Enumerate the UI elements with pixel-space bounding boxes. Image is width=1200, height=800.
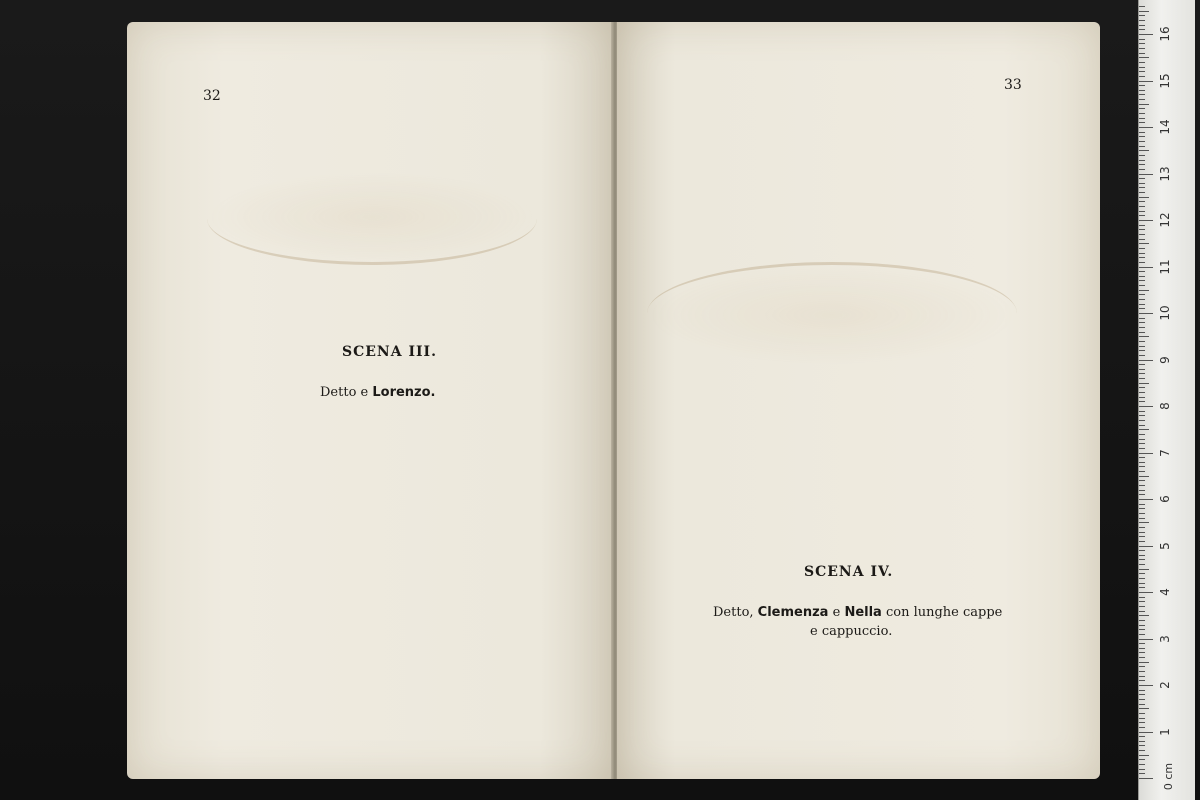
ruler-tick (1139, 150, 1149, 151)
ruler-tick (1139, 118, 1145, 119)
ruler-tick (1139, 559, 1145, 560)
ruler-tick (1139, 132, 1145, 133)
ruler-tick (1139, 178, 1145, 179)
ruler-tick (1139, 327, 1145, 328)
ruler-tick (1139, 643, 1145, 644)
ruler-tick (1139, 671, 1145, 672)
page-number: 32 (203, 88, 221, 104)
ruler-tick (1139, 229, 1145, 230)
ruler-tick (1139, 304, 1145, 305)
scene-title: SCENA III. (342, 344, 437, 360)
ruler-tick (1139, 369, 1145, 370)
ruler-tick (1139, 6, 1145, 7)
ruler-tick (1139, 183, 1145, 184)
ruler-tick (1139, 25, 1145, 26)
scene-cast-and: e (832, 605, 841, 620)
ruler-tick (1139, 267, 1153, 268)
ruler-tick (1139, 220, 1153, 221)
ruler-tick (1139, 648, 1145, 649)
ruler-tick (1139, 174, 1153, 175)
ruler-tick (1139, 522, 1149, 523)
scene-cast-name: Lorenzo. (372, 385, 436, 400)
ruler-tick (1139, 429, 1149, 430)
ruler-tick (1139, 759, 1145, 760)
ruler-tick (1139, 136, 1145, 137)
ruler-tick (1139, 480, 1145, 481)
ruler-tick (1139, 411, 1145, 412)
ruler-tick (1139, 415, 1145, 416)
ruler-tick (1139, 620, 1145, 621)
ruler-unit-label: 0 cm (1162, 762, 1176, 791)
ruler-tick (1139, 778, 1153, 779)
ruler-tick (1139, 550, 1145, 551)
ruler-tick (1139, 578, 1145, 579)
ruler-tick (1139, 113, 1145, 114)
ruler-tick (1139, 597, 1145, 598)
ruler-tick (1139, 364, 1145, 365)
ruler-tick (1139, 67, 1145, 68)
ruler-tick (1139, 90, 1145, 91)
ruler-number: 15 (1158, 72, 1172, 89)
ruler-tick (1139, 704, 1145, 705)
ruler-number: 11 (1158, 258, 1172, 275)
ruler-number: 3 (1158, 634, 1172, 643)
ruler-tick (1139, 383, 1149, 384)
ruler-tick (1139, 629, 1145, 630)
ruler-tick (1139, 187, 1145, 188)
ruler-tick (1139, 160, 1145, 161)
ruler-tick (1139, 104, 1149, 105)
ruler-number: 2 (1158, 681, 1172, 689)
ruler-number: 16 (1158, 26, 1172, 42)
ruler-tick (1139, 727, 1145, 728)
ruler-tick (1139, 201, 1145, 202)
ruler-tick (1139, 373, 1145, 374)
ruler-number: 9 (1158, 355, 1172, 364)
ruler-number: 14 (1158, 119, 1172, 135)
ruler-tick (1139, 341, 1145, 342)
ruler-tick (1139, 722, 1145, 723)
ruler-number: 6 (1158, 495, 1172, 503)
ruler-number: 13 (1158, 165, 1172, 182)
ruler-number: 4 (1158, 588, 1172, 596)
ruler-tick (1139, 39, 1145, 40)
ruler-tick (1139, 322, 1145, 323)
ruler-tick (1139, 29, 1145, 30)
ruler-tick (1139, 146, 1145, 147)
ruler-number: 7 (1158, 448, 1172, 457)
ruler-tick (1139, 439, 1145, 440)
ruler-tick (1139, 773, 1145, 774)
ruler-tick (1139, 708, 1149, 709)
ruler-tick (1139, 466, 1145, 467)
ruler-tick (1139, 425, 1145, 426)
ruler-tick (1139, 76, 1145, 77)
ruler-tick (1139, 164, 1145, 165)
scene-cast-suffix: con lunghe cappe (885, 605, 1003, 620)
ruler-tick (1139, 541, 1145, 542)
ruler-tick (1139, 308, 1145, 309)
ruler-tick (1139, 652, 1145, 653)
scene-title: SCENA IV. (804, 564, 894, 580)
water-stain (207, 172, 537, 265)
ruler-tick (1139, 685, 1153, 686)
ruler-tick (1139, 434, 1145, 435)
scene-cast-name1: Clemenza (757, 605, 829, 620)
ruler-tick (1139, 666, 1145, 667)
ruler-tick (1139, 750, 1145, 751)
ruler-tick (1139, 108, 1145, 109)
ruler-tick (1139, 336, 1149, 337)
ruler-tick (1139, 211, 1145, 212)
ruler-tick (1139, 43, 1145, 44)
ruler-tick (1139, 587, 1145, 588)
ruler-tick (1139, 234, 1145, 235)
ruler-tick (1139, 527, 1145, 528)
ruler-tick (1139, 62, 1145, 63)
ruler-tick (1139, 350, 1145, 351)
ruler-tick (1139, 360, 1153, 361)
ruler-tick (1139, 699, 1145, 700)
ruler-tick (1139, 592, 1153, 593)
ruler-tick (1139, 215, 1145, 216)
ruler-tick (1139, 355, 1145, 356)
ruler-number: 12 (1158, 212, 1172, 228)
ruler-tick (1139, 476, 1149, 477)
right-page (617, 22, 1100, 779)
ruler-tick (1139, 15, 1145, 16)
ruler-tick (1139, 169, 1145, 170)
scene-cast-name2: Nella (844, 605, 882, 620)
ruler-tick (1139, 615, 1149, 616)
ruler-tick (1139, 504, 1145, 505)
ruler-tick (1139, 718, 1145, 719)
ruler-tick (1139, 536, 1145, 537)
page-number: 33 (1004, 77, 1022, 93)
ruler-tick (1139, 248, 1145, 249)
left-page (127, 22, 613, 779)
ruler-tick (1139, 573, 1145, 574)
ruler-tick (1139, 625, 1145, 626)
ruler-tick (1139, 745, 1145, 746)
ruler-tick (1139, 192, 1145, 193)
scene-cast-prefix: Detto, (713, 605, 754, 620)
ruler-tick (1139, 713, 1145, 714)
ruler-tick (1139, 313, 1153, 314)
ruler-tick (1139, 583, 1145, 584)
ruler-tick (1139, 225, 1145, 226)
scene-cast-prefix: Detto e (320, 385, 369, 400)
ruler-tick (1139, 392, 1145, 393)
ruler-tick (1139, 257, 1145, 258)
scene-cast-line2: e cappuccio. (810, 624, 893, 639)
ruler-tick (1139, 420, 1145, 421)
ruler-tick (1139, 680, 1145, 681)
ruler-tick (1139, 639, 1153, 640)
ruler-tick (1139, 285, 1145, 286)
ruler-tick (1139, 57, 1149, 58)
ruler-tick (1139, 694, 1145, 695)
ruler-tick (1139, 387, 1145, 388)
ruler-tick (1139, 555, 1145, 556)
ruler-tick (1139, 741, 1145, 742)
ruler-tick (1139, 280, 1145, 281)
ruler-tick (1139, 99, 1145, 100)
ruler-tick (1139, 508, 1145, 509)
ruler-tick (1139, 448, 1145, 449)
ruler-tick (1139, 122, 1145, 123)
water-stain (647, 262, 1017, 365)
ruler-tick (1139, 494, 1145, 495)
ruler-tick (1139, 611, 1145, 612)
ruler-tick (1139, 127, 1153, 128)
ruler-tick (1139, 732, 1153, 733)
ruler-tick (1139, 294, 1145, 295)
ruler-tick (1139, 606, 1145, 607)
ruler-tick (1139, 457, 1145, 458)
ruler-tick (1139, 318, 1145, 319)
ruler-tick (1139, 601, 1145, 602)
open-book (127, 22, 1100, 779)
ruler-number: 1 (1158, 727, 1172, 736)
ruler-tick (1139, 206, 1145, 207)
ruler-tick (1139, 197, 1149, 198)
ruler-tick (1139, 453, 1153, 454)
ruler-tick (1139, 406, 1153, 407)
ruler-tick (1139, 564, 1145, 565)
ruler-tick (1139, 155, 1145, 156)
ruler-tick (1139, 532, 1145, 533)
ruler-tick (1139, 662, 1149, 663)
ruler-tick (1139, 53, 1145, 54)
ruler-tick (1139, 462, 1145, 463)
ruler-tick (1139, 346, 1145, 347)
ruler-tick (1139, 239, 1145, 240)
ruler-tick (1139, 657, 1145, 658)
ruler-tick (1139, 518, 1145, 519)
ruler-tick (1139, 443, 1145, 444)
ruler-tick (1139, 755, 1149, 756)
ruler-tick (1139, 401, 1145, 402)
ruler-number: 8 (1158, 402, 1172, 410)
ruler-tick (1139, 34, 1153, 35)
ruler-tick (1139, 546, 1153, 547)
ruler-tick (1139, 397, 1145, 398)
scene-cast (320, 385, 436, 400)
ruler-tick (1139, 20, 1145, 21)
ruler-tick (1139, 690, 1145, 691)
ruler-tick (1139, 676, 1145, 677)
ruler-tick (1139, 764, 1145, 765)
ruler-tick (1139, 485, 1145, 486)
ruler-tick (1139, 499, 1153, 500)
ruler-tick (1139, 94, 1145, 95)
ruler-tick (1139, 243, 1149, 244)
ruler-tick (1139, 513, 1145, 514)
ruler-tick (1139, 769, 1145, 770)
ruler-tick (1139, 276, 1145, 277)
ruler-number: 5 (1158, 541, 1172, 550)
ruler-tick (1139, 290, 1149, 291)
ruler-tick (1139, 471, 1145, 472)
ruler-tick (1139, 332, 1145, 333)
ruler-tick (1139, 48, 1145, 49)
ruler-tick (1139, 262, 1145, 263)
ruler-tick (1139, 271, 1145, 272)
ruler-tick (1139, 569, 1149, 570)
ruler-tick (1139, 490, 1145, 491)
measuring-ruler (1138, 0, 1195, 800)
ruler-tick (1139, 253, 1145, 254)
ruler-tick (1139, 736, 1145, 737)
ruler-tick (1139, 81, 1153, 82)
ruler-tick (1139, 634, 1145, 635)
ruler-tick (1139, 71, 1145, 72)
ruler-tick (1139, 141, 1145, 142)
ruler-tick (1139, 11, 1149, 12)
ruler-number: 10 (1158, 305, 1172, 321)
scene-cast (713, 605, 1002, 620)
ruler-tick (1139, 85, 1145, 86)
ruler-tick (1139, 299, 1145, 300)
ruler-tick (1139, 378, 1145, 379)
